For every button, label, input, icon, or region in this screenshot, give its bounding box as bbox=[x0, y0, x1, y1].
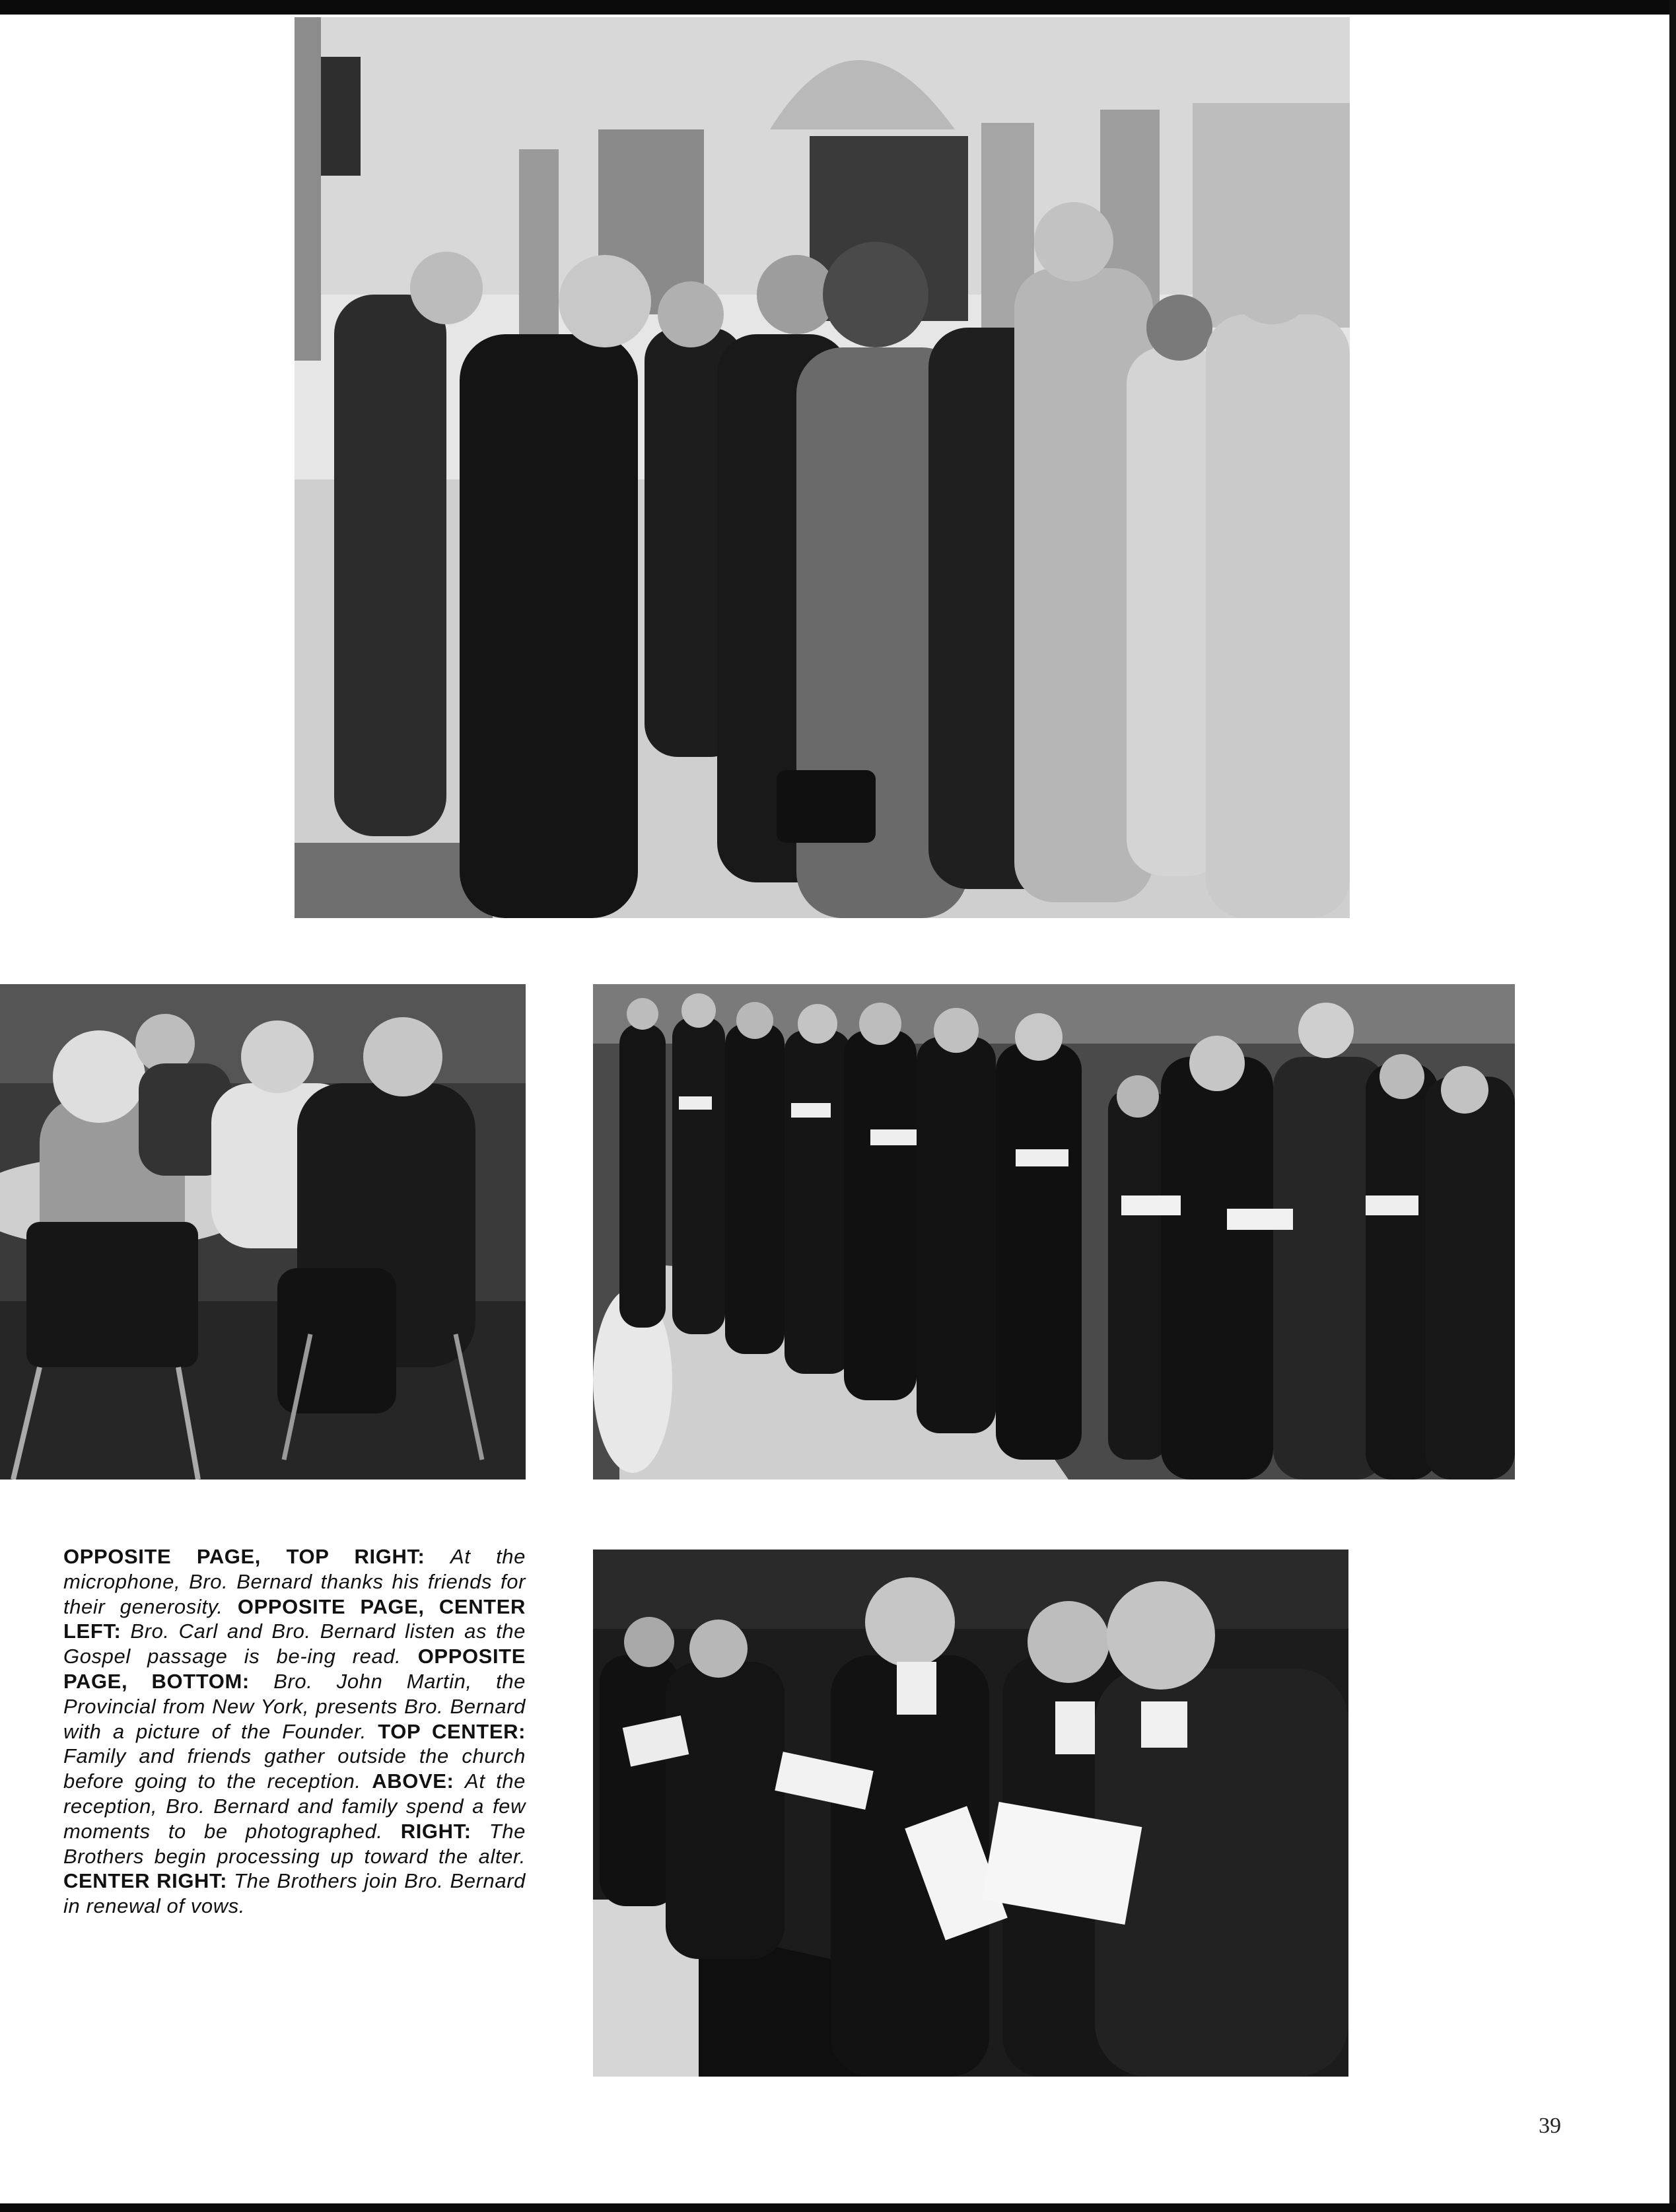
caption-label: OPPOSITE PAGE, CENTER LEFT: bbox=[63, 1594, 526, 1643]
caption-label: CENTER RIGHT: bbox=[63, 1869, 228, 1893]
caption-text: The Brothers join Bro. Bernard in renewal of vows. bbox=[63, 1869, 526, 1918]
photo-reception-table bbox=[0, 984, 526, 1480]
caption-text: Family and friends gather outside the church before going to the reception. bbox=[63, 1744, 526, 1793]
caption-text: The Brothers begin processing up toward the alter. bbox=[63, 1819, 526, 1868]
caption-text: At the microphone, Bro. Bernard thanks his friends for their generosity. bbox=[63, 1545, 526, 1618]
caption-label: ABOVE: bbox=[372, 1769, 454, 1793]
caption-label: OPPOSITE PAGE, TOP RIGHT: bbox=[63, 1545, 425, 1568]
caption-label: TOP CENTER: bbox=[378, 1719, 526, 1743]
bottom-scan-border bbox=[0, 2203, 1676, 2212]
right-scan-border bbox=[1669, 0, 1676, 2212]
caption-text: Bro. Carl and Bro. Bernard listen as the Gospel passage is be-ing read. bbox=[63, 1620, 526, 1668]
photo-captions bbox=[63, 1544, 526, 1919]
page-number: 39 bbox=[1539, 2114, 1561, 2138]
caption-label: RIGHT: bbox=[400, 1819, 471, 1843]
photo-renewal-of-vows bbox=[593, 1550, 1348, 2077]
caption-text: At the reception, Bro. Bernard and family spend a few moments to be photographed. bbox=[63, 1769, 526, 1843]
photo-brothers-processing bbox=[593, 984, 1515, 1480]
top-scan-border bbox=[0, 0, 1676, 15]
caption-label: OPPOSITE PAGE, BOTTOM: bbox=[63, 1645, 526, 1693]
caption-text: Bro. John Martin, the Provincial from New York, presents Bro. Bernard with a picture of the Founder. bbox=[63, 1669, 526, 1743]
photo-church-exterior-gathering bbox=[295, 17, 1350, 918]
